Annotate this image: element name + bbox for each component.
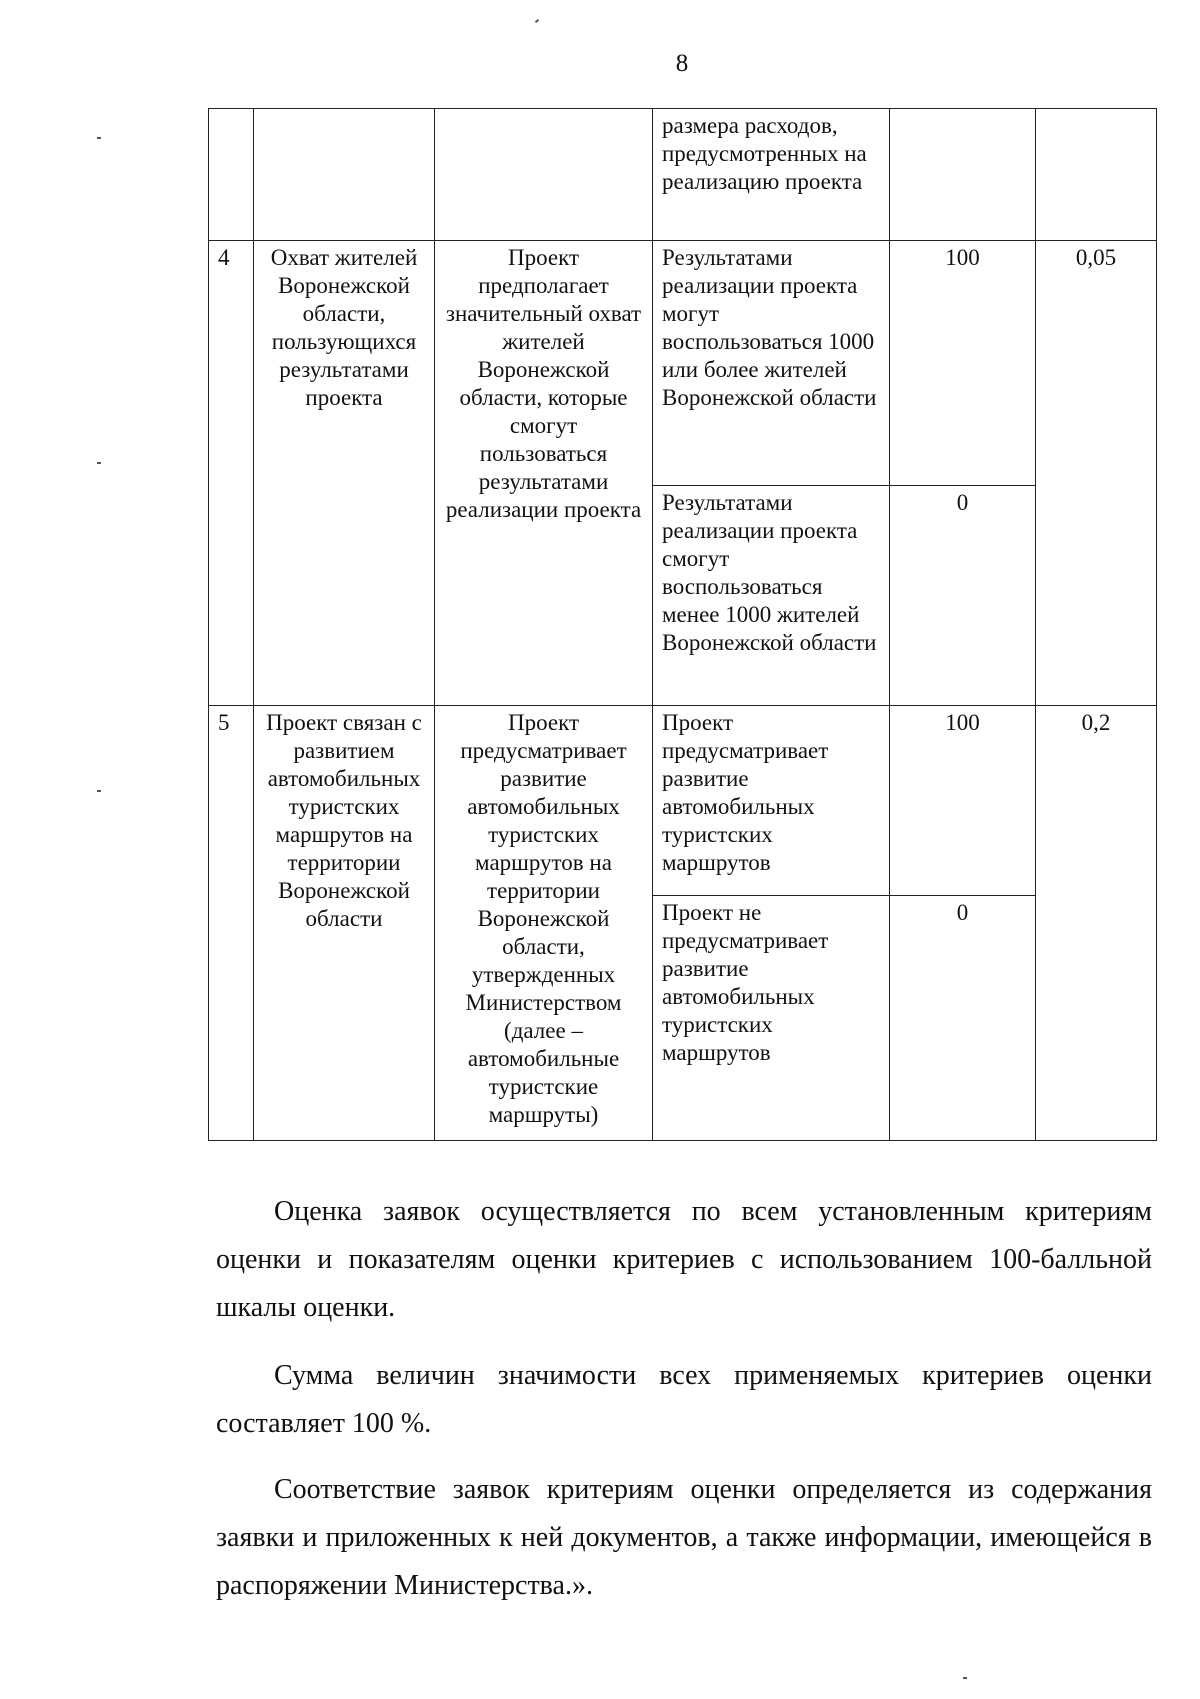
score-cell [890, 109, 1036, 241]
score-cell: 0 [890, 896, 1036, 1141]
weight-cell: 0,2 [1036, 706, 1157, 1141]
page-number: 8 [675, 50, 689, 77]
table-row [209, 109, 1157, 241]
scan-dot [535, 19, 539, 23]
score-cell: 0 [890, 486, 1036, 706]
option-cell: Проект предусматривает развитие автомобильных туристских маршрутов [653, 706, 890, 896]
option-cell: Результатами реализации проекта смогут воспользоваться менее 1000 жителей Воронежской области [653, 486, 890, 706]
scan-dot [963, 1677, 967, 1679]
score-cell: 100 [890, 706, 1036, 896]
paragraph-compliance: Соответствие заявок критериям оценки определяется из содержания заявки и приложенных к ней документов, а также информации, имеющейся в распоряжении Министерства.». [216, 1474, 1152, 1601]
option-cell: размера расходов, предусмотренных на реализацию проекта [653, 109, 890, 241]
paragraph-sum: Сумма величин значимости всех применяемых критериев оценки составляет 100 %. [216, 1360, 1152, 1439]
criterion-cell: Проект связан с развитием автомобильных туристских маршрутов на территории Воронежской области [254, 706, 435, 1141]
score-cell: 100 [890, 241, 1036, 486]
weight-cell: 0,05 [1036, 241, 1157, 706]
row-number-cell: 5 [209, 706, 254, 1141]
table-row [209, 241, 1157, 486]
scan-dot [97, 462, 101, 464]
row-number-cell [209, 109, 254, 241]
indicator-cell: Проект предусматривает развитие автомобильных туристских маршрутов на территории Воронежской области, утвержденных Министерством (далее – автомобильные туристские маршруты) [435, 706, 653, 1141]
scan-dot [97, 790, 101, 792]
criterion-cell: Охват жителей Воронежской области, пользующихся результатами проекта [254, 241, 435, 706]
table-row [209, 706, 1157, 896]
indicator-cell: Проект предполагает значительный охват жителей Воронежской области, которые смогут пользоваться результатами реализации проекта [435, 241, 653, 706]
option-cell: Результатами реализации проекта могут воспользоваться 1000 или более жителей Воронежской области [653, 241, 890, 486]
criteria-table [208, 108, 1157, 1141]
row-number-cell: 4 [209, 241, 254, 706]
paragraph-evaluation: Оценка заявок осуществляется по всем установленным критериям оценки и показателям оценки критериев с использованием 100-балльной шкалы оценки. [216, 1196, 1152, 1323]
scan-dot [97, 137, 101, 139]
weight-cell [1036, 109, 1157, 241]
option-cell: Проект не предусматривает развитие автомобильных туристских маршрутов [653, 896, 890, 1141]
indicator-cell [435, 109, 653, 241]
criterion-cell [254, 109, 435, 241]
